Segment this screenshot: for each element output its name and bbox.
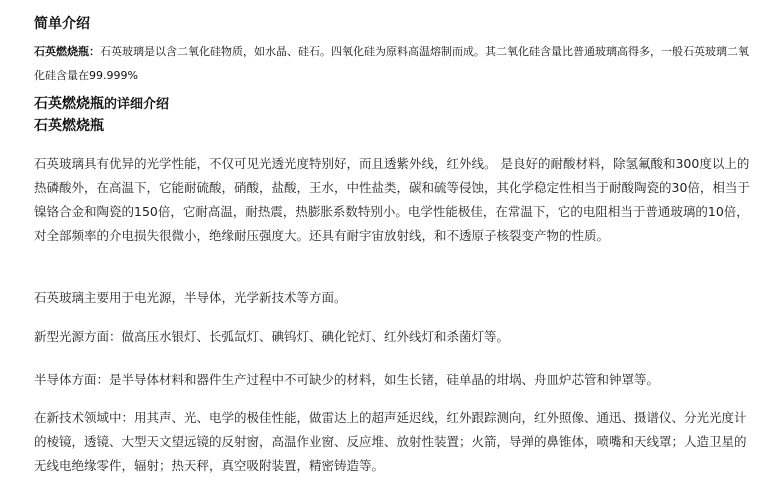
paragraph-properties: 石英玻璃具有优异的光学性能，不仅可见光透光度特别好，而且透紫外线，红外线。 是良好的耐酸材料，除氢氟酸和300度以上的热磷酸外，在高温下，它能耐硫酸，硝酸，盐酸，王水，中性盐类，碳和硫等侵蚀，其化学稳定性相当于耐酸陶瓷的30倍，相当于镍铬合金和陶瓷的150倍，它耐高温，耐热震，热膨胀系数特别小。电学性能极佳，在常温下，它的电阻相当于普通玻璃的10倍，对全部频率的介电损失很微小，绝缘耐压强度大。还具有耐宇宙放射线，和不透原子核裂变产物的性质。 — [34, 156, 750, 243]
paragraph-light-sources: 新型光源方面：做高压水银灯、长弧氙灯、碘钨灯、碘化铊灯、红外线灯和杀菌灯等。 — [34, 329, 510, 344]
intro-paragraph — [34, 40, 756, 88]
detail-subheading: 石英燃烧瓶 — [34, 118, 104, 134]
paragraph-semiconductor: 半导体方面：是半导体材料和器件生产过程中不可缺少的材料，如生长锗，硅单晶的坩埚、舟皿炉芯管和钟罩等。 — [34, 372, 660, 387]
detail-heading — [34, 94, 169, 115]
detail-heading-suffix: 的详细介绍 — [104, 97, 170, 112]
intro-text: 石英玻璃是以含二氧化硅物质，如水晶、硅石。四氧化硅为原料高温熔制而成。其二氧化硅含量比普通玻璃高得多，一般石英玻璃二氧化硅含量在99.999% — [34, 45, 749, 82]
paragraph-new-technology: 在新技术领域中：用其声、光、电学的极佳性能，做雷达上的超声延迟线，红外跟踪测向，红外照像、通迅、摄谱仪、分光光度计的棱镜，透镜、大型天文望远镜的反射窗，高温作业窗、反应堆、放射性装置；火箭，导弹的鼻锥体，喷嘴和天线罩；人造卫星的无线电绝缘零件，辐射；热天秤，真空吸附装置，精密铸造等。 — [34, 410, 747, 473]
paragraph-uses: 石英玻璃主要用于电光源，半导体，光学新技术等方面。 — [34, 290, 347, 305]
detail-heading-product: 石英燃烧瓶 — [34, 96, 104, 112]
intro-heading: 简单介绍 — [34, 16, 90, 32]
intro-lead: 石英燃烧瓶： — [34, 45, 100, 58]
